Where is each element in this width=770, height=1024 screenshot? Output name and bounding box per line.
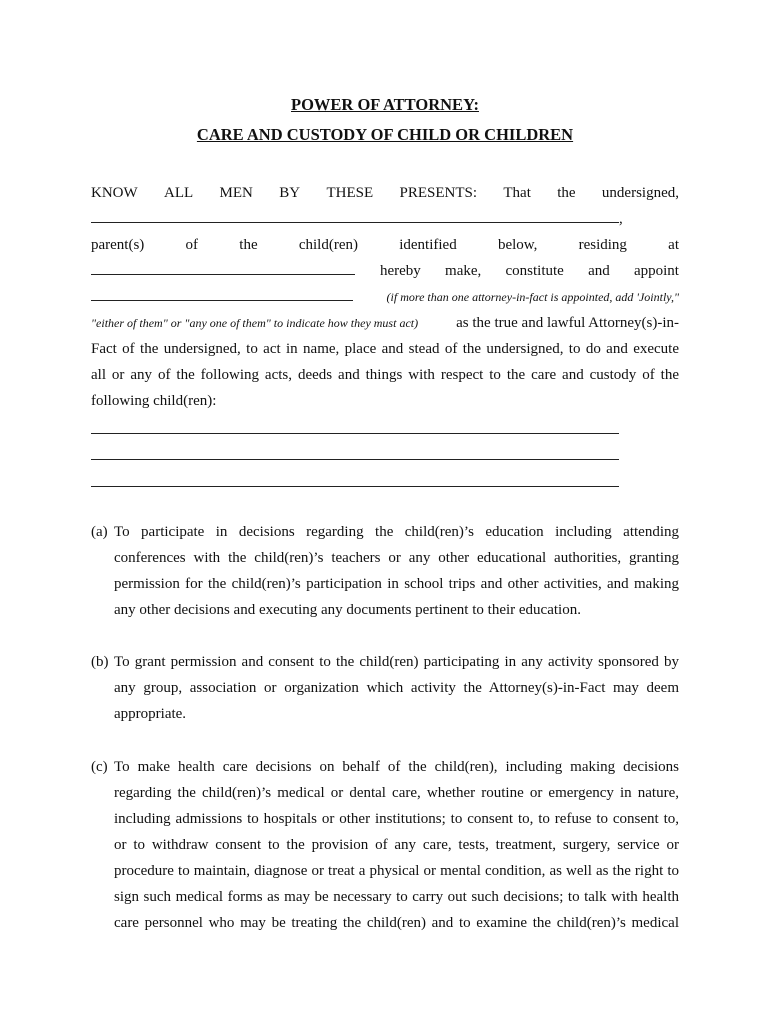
item-c-line: regarding the child(ren)’s medical or dental care, whether routine or emergency in nature, [114, 785, 679, 801]
child-name-blank-2[interactable] [91, 459, 619, 460]
item-a-label: (a) [91, 524, 108, 540]
intro-line-9: following child(ren): [91, 393, 217, 409]
item-b-label: (b) [91, 654, 109, 670]
child-name-blank-1[interactable] [91, 433, 619, 434]
item-a-line: conferences with the child(ren)’s teachers or any other educational authorities, granting [114, 550, 679, 566]
item-c-line: care personnel who may be treating the child(ren) and to examine the child(ren)’s medical [114, 915, 679, 931]
item-c-line: procedure to maintain, diagnose or treat a physical or mental condition, as well as the right to [114, 863, 679, 879]
item-c-line: To make health care decisions on behalf of the child(ren), including making decisions [114, 759, 679, 775]
jointly-note: (if more than one attorney-in-fact is appointed, add 'Jointly," [386, 290, 679, 304]
act-instruction-note: "either of them" or "any one of them" to indicate how they must act) [91, 316, 419, 330]
intro-line-3: parent(s) of the child(ren) identified below, residing at [91, 237, 679, 253]
intro-line-8: all or any of the following acts, deeds and things with respect to the care and custody of the [91, 367, 679, 383]
item-b-line: To grant permission and consent to the child(ren) participating in any activity sponsored by [114, 654, 679, 670]
item-a-line: any other decisions and executing any documents pertinent to their education. [114, 602, 581, 618]
undersigned-name-blank[interactable] [91, 207, 619, 223]
intro-line-4: hereby make, constitute and appoint [91, 258, 679, 284]
intro-line-7: Fact of the undersigned, to act in name, place and stead of the undersigned, to do and execute [91, 341, 679, 357]
intro-line-5 [91, 284, 679, 310]
item-c-line: sign such medical forms as may be necessary to carry out such decisions; to talk with health [114, 889, 679, 905]
item-b-line: appropriate. [114, 706, 187, 722]
item-c-line: or to withdraw consent to the provision of any care, tests, treatment, surgery, service or [114, 837, 679, 853]
intro-line-1: KNOW ALL MEN BY THESE PRESENTS: That the undersigned, [91, 185, 679, 201]
document-title: POWER OF ATTORNEY: [291, 95, 479, 114]
item-a-line: To participate in decisions regarding the child(ren)’s education including attending [114, 524, 679, 540]
document-subtitle: CARE AND CUSTODY OF CHILD OR CHILDREN [196, 125, 574, 144]
undersigned-name-blank-line: , [91, 206, 679, 232]
child-name-blank-3[interactable] [91, 486, 619, 487]
item-a-line: permission for the child(ren)’s participation in school trips and other activities, and making [114, 576, 679, 592]
attorney-in-fact-blank[interactable] [91, 285, 353, 301]
item-c-label: (c) [91, 759, 108, 775]
item-b-line: any group, association or organization which activity the Attorney(s)-in-Fact may deem [114, 680, 679, 696]
intro-line-6: "either of them" or "any one of them" to indicate how they must act) as the true and lawful Attorney(s)-in- [91, 310, 679, 336]
residence-address-blank[interactable] [91, 259, 355, 275]
item-c-line: including admissions to hospitals or other institutions; to consent to, to refuse to consent to, [114, 811, 679, 827]
